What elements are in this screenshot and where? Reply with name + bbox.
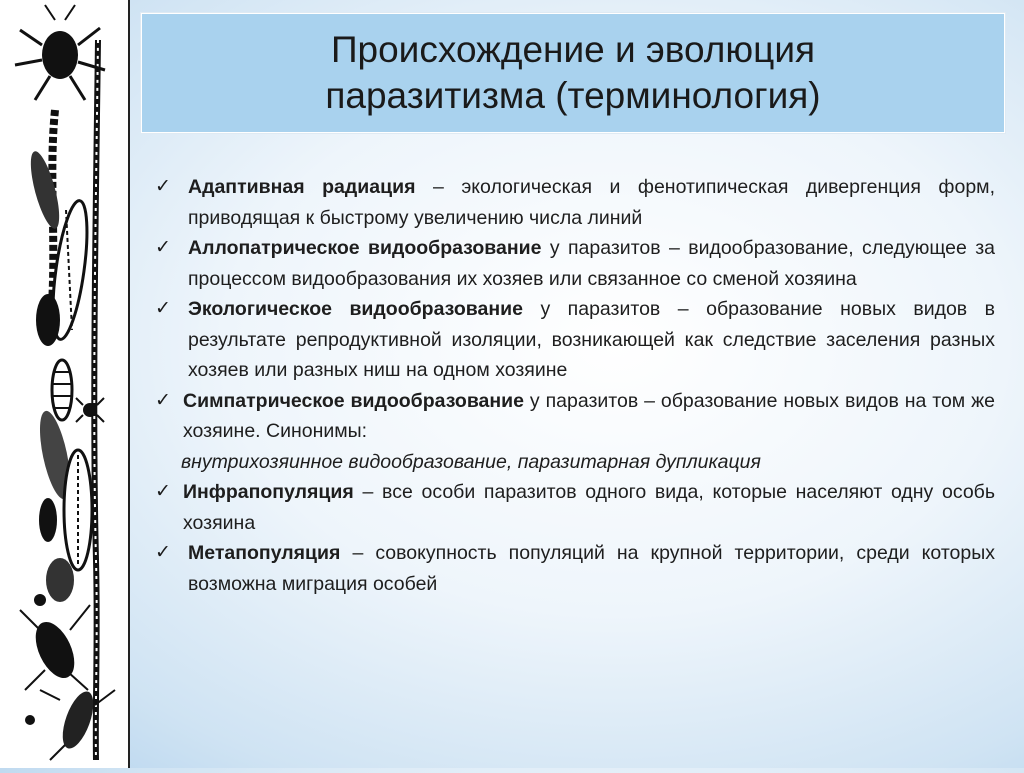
checkmark-icon: ✓ — [155, 542, 171, 563]
term: Экологическое видообразование — [188, 298, 523, 320]
checkmark-icon: ✓ — [155, 237, 171, 258]
item-text — [188, 172, 995, 233]
item-text — [188, 294, 995, 386]
checkmark-icon: ✓ — [155, 389, 171, 411]
list-item-adaptive-radiation — [155, 172, 995, 233]
checkmark-icon: ✓ — [155, 481, 171, 502]
synonym: паразитарная дупликация — [517, 450, 761, 473]
list-item-metapopulation — [155, 538, 995, 599]
item-text — [188, 233, 995, 294]
definition: – все особи паразитов одного вида, которые населяют одну особь хозяина — [183, 481, 995, 534]
page-title-line-2: паразитизма (терминология) — [325, 75, 821, 116]
term: Инфрапопуляция — [183, 481, 354, 503]
synonyms-line — [181, 447, 995, 478]
definition: у паразитов – видообразование, следующее за процессом видообразования их хозяев или связанное со сменой хозяина — [188, 237, 995, 290]
definition: – совокупность популяций на крупной территории, среди которых возможна миграция особей — [188, 542, 995, 595]
synonym: внутрихозяинное видообразование — [181, 450, 507, 473]
terms-list — [155, 172, 995, 599]
list-item-allopatric-speciation — [155, 233, 995, 294]
item-text — [188, 538, 995, 599]
title-banner — [140, 12, 1006, 134]
item-text — [183, 386, 995, 447]
term: Адаптивная радиация — [188, 176, 416, 198]
synonym-separator: , — [506, 450, 518, 473]
parasite-drawing-icon — [0, 0, 126, 768]
item-text — [183, 477, 995, 538]
list-item-infrapopulation — [155, 477, 995, 538]
checkmark-icon: ✓ — [155, 298, 171, 319]
page-title-line-1: Происхождение и эволюция — [330, 29, 816, 70]
checkmark-icon: ✓ — [155, 176, 171, 197]
term: Симпатрическое видообразование — [183, 389, 525, 412]
list-item-ecological-speciation — [155, 294, 995, 386]
term: Аллопатрическое видообразование — [188, 237, 542, 259]
definition: у паразитов – образование новых видов в результате репродуктивной изоляции, возникающей как следствие заселения разных хозяев или разных ниш на одном хозяине — [188, 298, 995, 381]
decorative-parasite-illustration — [0, 0, 130, 768]
definition: – экологическая и фенотипическая дивергенция форм, приводящая к быстрому увеличению числа линий — [188, 176, 995, 229]
term: Метапопуляция — [188, 542, 341, 564]
list-item-sympatric-speciation — [155, 386, 995, 478]
definition: у паразитов – образование новых видов на том же хозяине. Синонимы: — [183, 389, 995, 442]
